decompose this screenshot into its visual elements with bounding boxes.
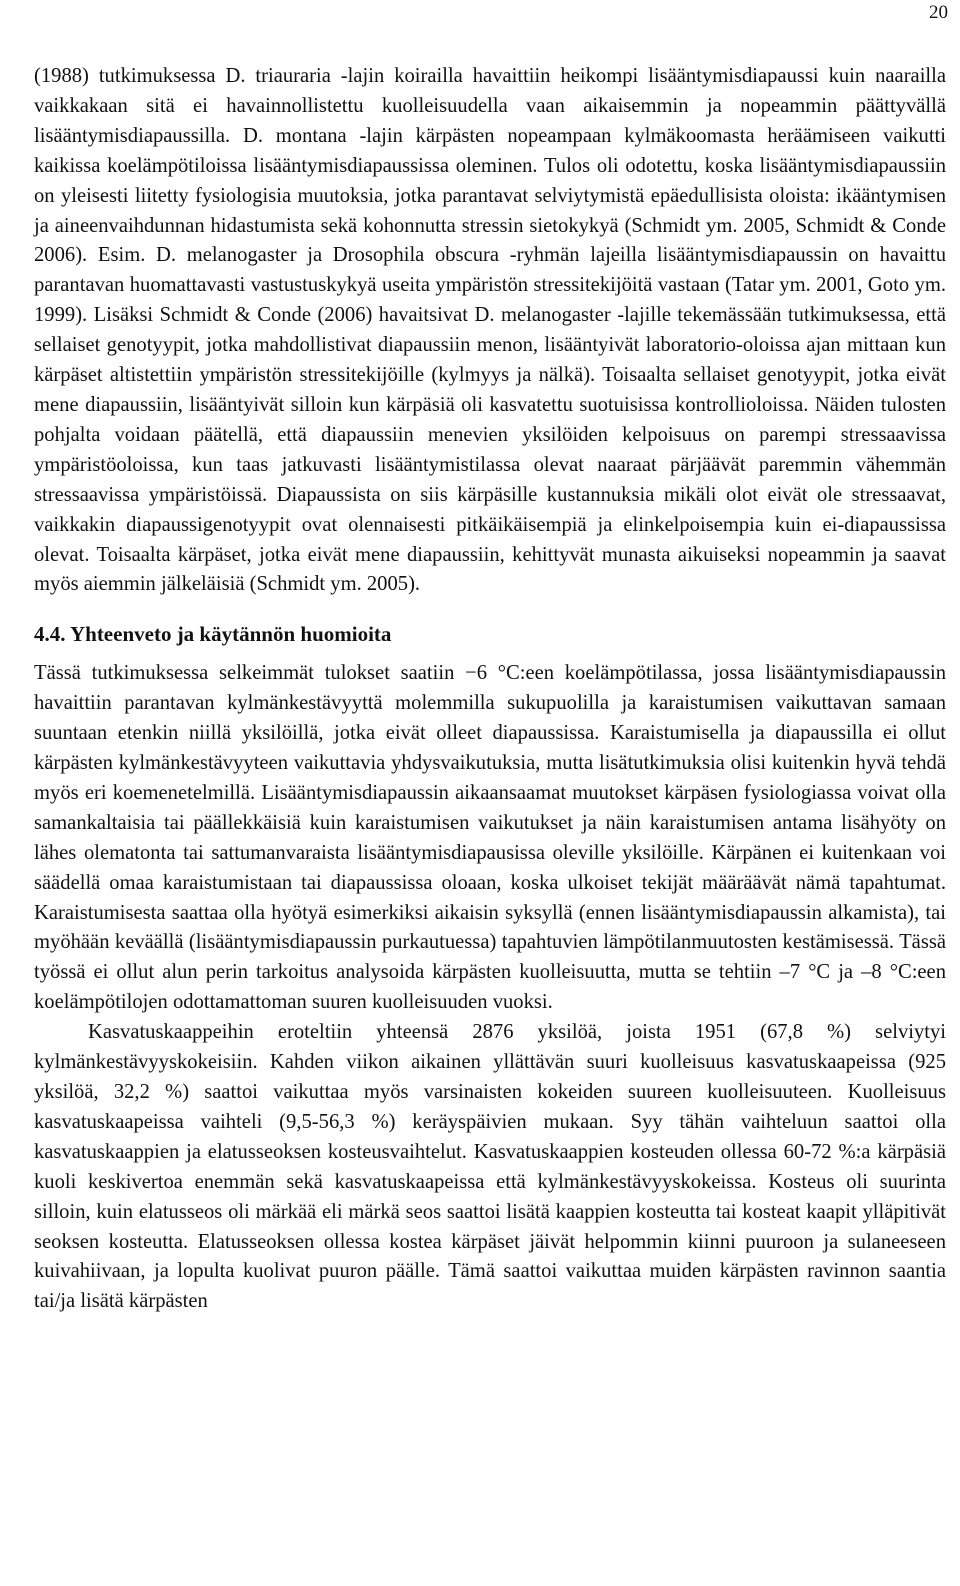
document-body xyxy=(34,62,946,1317)
section-heading: 4.4. Yhteenveto ja käytännön huomioita xyxy=(34,622,392,647)
paragraph: (1988) tutkimuksessa D. triauraria -lajin koirailla havaittiin heikompi lisääntymisdiapaussi kuin naarailla vaikkakaan sitä ei havainnollistettu kuolleisuudella vaan aikaisemmin ja nopeammin päättyvällä lisääntymisdiapaussilla. D. montana -lajin kärpästen nopeampaan kylmäkoomasta heräämiseen vaikutti kaikissa koelämpötiloissa lisääntymisdiapaussissa oleminen. Tulos oli odotettu, koska lisääntymisdiapaussiin on yleisesti liitetty fysiologisia muutoksia, jotka parantavat selviytymistä epäedullisista oloista: ikääntymisen ja aineenvaihdunnan hidastumista sekä kohonnutta stressin sietokykyä (Schmidt ym. 2005, Schmidt & Conde 2006). Esim. D. melanogaster ja Drosophila obscura -ryhmän lajeilla lisääntymisdiapaussin on havaittu parantavan huomattavasti vastustuskykyä useita ympäristön stressitekijöitä vastaan (Tatar ym. 2001, Goto ym. 1999). Lisäksi Schmidt & Conde (2006) havaitsivat D. melanogaster -lajille tekemässään tutkimuksessa, että sellaiset genotyypit, jotka mahdollistivat diapaussiin menon, lisääntyivät laboratorio-oloissa ajan mittaan kun kärpäset altistettiin ympäristön stressitekijöille (kylmyys ja nälkä). Toisaalta sellaiset genotyypit, jotka eivät mene diapaussiin, lisääntyivät silloin kun kärpäsiä oli kasvatettu suotuisissa kontrollioloissa. Näiden tulosten pohjalta voidaan päätellä, että diapaussiin menevien yksilöiden kelpoisuus on parempi stressaavissa ympäristöoloissa, kun taas jatkuvasti lisääntymistilassa olevat naaraat pärjäävät paremmin vähemmän stressaavissa ympäristöissä. Diapaussista on siis kärpäsille kustannuksia mikäli olot eivät ole stressaavat, vaikkakin diapaussigenotyypit ovat olennaisesti pitkäikäisempiä ja elinkelpoisempia kuin ei-diapaussissa olevat. Toisaalta kärpäset, jotka eivät mene diapaussiin, kehittyvät munasta aikuiseksi nopeammin ja saavat myös aiemmin jälkeläisiä (Schmidt ym. 2005). xyxy=(34,65,946,596)
page-number: 20 xyxy=(929,2,948,23)
paragraph: Tässä tutkimuksessa selkeimmät tulokset saatiin −6 °C:een koelämpötilassa, jossa lisääntymisdiapaussin havaittiin parantavan kylmänkestävyyttä molemmilla sukupuolilla ja karaistumisen vaikuttavan samaan suuntaan etenkin niillä yksilöillä, jotka eivät olleet diapaussissa. Karaistumisella ja diapaussilla ei ollut kärpästen kylmänkestävyyteen vaikuttavia yhdysvaikutuksia, mutta lisätutkimuksia olisi kuitenkin hyvä tehdä myös eri koemenetelmillä. Lisääntymisdiapaussin aikaansaamat muutokset kärpäsen fysiologiassa voivat olla samankaltaisia tai päällekkäisiä kuin karaistumisen vaikutukset ja näin karaistumisen antama lisähyöty on lähes olematonta tai sattumanvaraista lisääntymisdiapausissa oleville yksilöille. Kärpänen ei kuitenkaan voi säädellä omaa karaistumistaan tai diapaussissa oloaan, koska ulkoiset tekijät määräävät nämä tapahtumat. Karaistumisesta saattaa olla hyötyä esimerkiksi aikaisin syksyllä (ennen lisääntymisdiapaussin alkamista), tai myöhään keväällä (lisääntymisdiapaussin purkautuessa) tapahtuvien lämpötilanmuutosten kestämisessä. Tässä työssä ei ollut alun perin tarkoitus analysoida kärpästen kuolleisuutta, mutta se tehtiin –7 °C ja –8 °C:een koelämpötilojen odottamattoman suuren kuolleisuuden vuoksi. xyxy=(34,662,946,1014)
paragraph: Kasvatuskaappeihin eroteltiin yhteensä 2876 yksilöä, joista 1951 (67,8 %) selviytyi kylmänkestävyyskokeisiin. Kahden viikon aikainen yllättävän suuri kuolleisuus kasvatuskaapeissa (925 yksilöä, 32,2 %) saattoi vaikuttaa myös varsinaisten kokeiden suureen kuolleisuuteen. Kuolleisuus kasvatuskaapeissa vaihteli (9,5-56,3 %) keräyspäivien mukaan. Syy tähän vaihteluun saattoi olla kasvatuskaappien ja elatusseoksen kosteusvaihtelut. Kasvatuskaappien kosteuden ollessa 60-72 %:a kärpäsiä kuoli keskivertoa enemmän sekä kasvatuskaapeissa että kylmänkestävyyskokeissa. Kosteus oli suurinta silloin, kuin elatusseos oli märkää eli märkä seos saattoi lisätä kaappien kosteutta tai kosteat kaapit ylläpitivät seoksen kosteutta. Elatusseoksen ollessa kostea kärpäset jäivät helpommin kiinni puuroon ja sulaneeseen kuivahiivaan, ja lopulta kuolivat puuron päälle. Tämä saattoi vaikuttaa muiden kärpästen ravinnon saantia tai/ja lisätä kärpästen xyxy=(34,1021,946,1313)
